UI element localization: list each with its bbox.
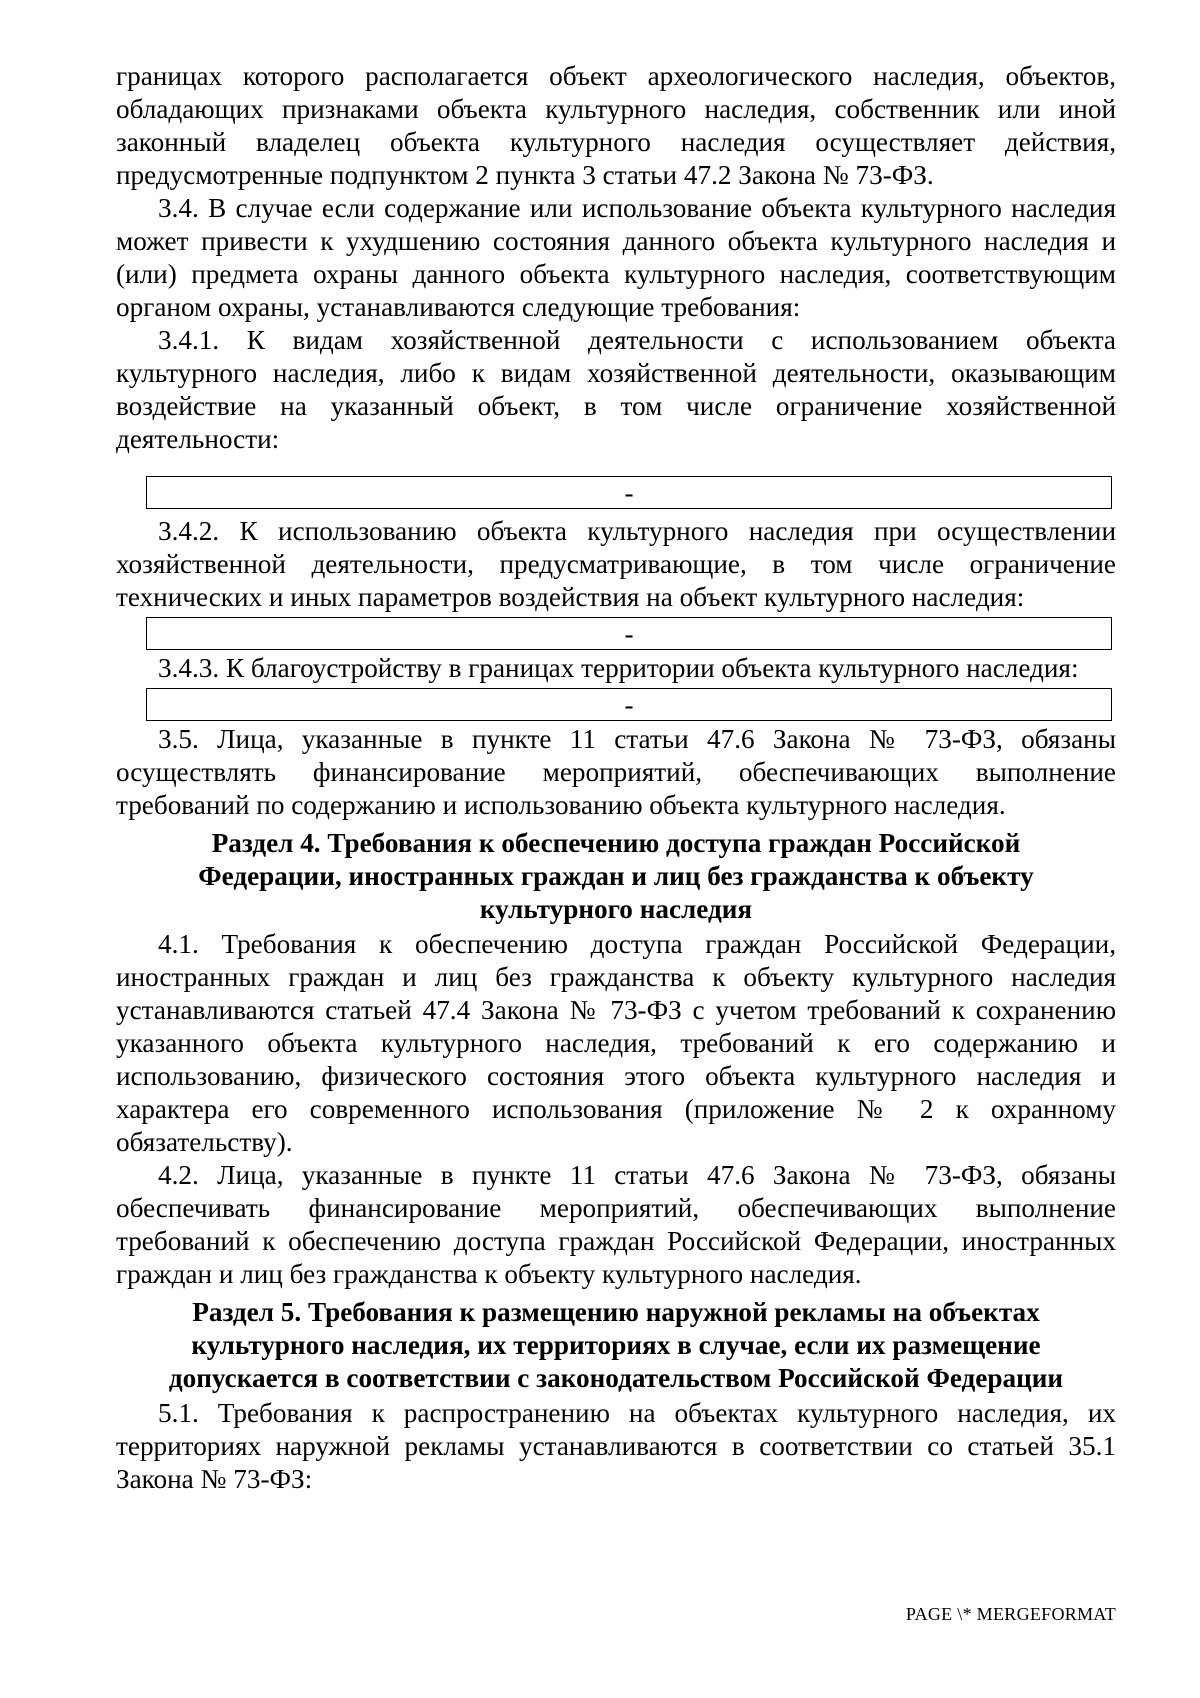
section-5-heading-line-3: допускается в соответствии с законодательством Российской Федерации [168,1363,1064,1393]
requirement-box-3-4-1: - [146,476,1112,509]
section-4-heading-line-2: Федерации, иностранных граждан и лиц без гражданства к объекту [198,861,1034,891]
requirement-box-3-4-2: - [146,617,1112,650]
page-number-field: PAGE \* MERGEFORMAT [905,1604,1116,1624]
paragraph-3-4-1: 3.4.1. К видам хозяйственной деятельности с использованием объекта культурного наследия, либо к видам хозяйственной деятельности, оказывающим воздействие на указанный объект, в том числе ограничение хозяйственной деятельности: [116,325,1116,454]
document-page [116,60,1116,1496]
section-4-heading-line-1: Раздел 4. Требования к обеспечению доступа граждан Российской [211,828,1021,858]
section-5-heading [116,1296,1116,1395]
paragraph-3-4-3: 3.4.3. К благоустройству в границах территории объекта культурного наследия: [158,653,1079,683]
paragraph-3-4-2: 3.4.2. К использованию объекта культурного наследия при осуществлении хозяйственной деятельности, предусматривающие, в том числе ограничение технических и иных параметров воздействия на объект культурного наследия: [116,516,1116,612]
paragraph-3-4: 3.4. В случае если содержание или использование объекта культурного наследия может привести к ухудшению состояния данного объекта культурного наследия и (или) предмета охраны данного объекта культурного наследия, соответствующим органом охраны, устанавливаются следующие требования: [116,193,1116,322]
requirement-box-3-4-3: - [146,688,1112,721]
paragraph-5-1: 5.1. Требования к распространению на объектах культурного наследия, их территориях наружной рекламы устанавливаются в соответствии со статьей 35.1 Закона № 73-ФЗ: [116,1398,1116,1494]
paragraph-4-2: 4.2. Лица, указанные в пункте 11 статьи 47.6 Закона № 73-ФЗ, обязаны обеспечивать финансирование мероприятий, обеспечивающих выполнение требований к обеспечению доступа граждан Российской Федерации, иностранных граждан и лиц без гражданства к объекту культурного наследия. [116,1160,1116,1289]
section-4-heading-line-3: культурного наследия [479,894,753,924]
paragraph-3-5: 3.5. Лица, указанные в пункте 11 статьи 47.6 Закона № 73-ФЗ, обязаны осуществлять финансирование мероприятий, обеспечивающих выполнение требований по содержанию и использованию объекта культурного наследия. [116,724,1116,820]
paragraph-4-1: 4.1. Требования к обеспечению доступа граждан Российской Федерации, иностранных граждан и лиц без гражданства к объекту культурного наследия устанавливаются статьей 47.4 Закона № 73-ФЗ с учетом требований к сохранению указанного объекта культурного наследия, требований к его содержанию и использованию, физического состояния этого объекта культурного наследия и характера его современного использования (приложение № 2 к охранному обязательству). [116,929,1116,1157]
paragraph-continuation: границах которого располагается объект археологического наследия, объектов, обладающих признаками объекта культурного наследия, собственник или иной законный владелец объекта культурного наследия осуществляет действия, предусмотренные подпунктом 2 пункта 3 статьи 47.2 Закона № 73-ФЗ. [116,61,1116,190]
section-4-heading [116,827,1116,926]
section-5-heading-line-2: культурного наследия, их территориях в случае, если их размещение [191,1330,1041,1360]
section-5-heading-line-1: Раздел 5. Требования к размещению наружной рекламы на объектах [192,1297,1040,1327]
